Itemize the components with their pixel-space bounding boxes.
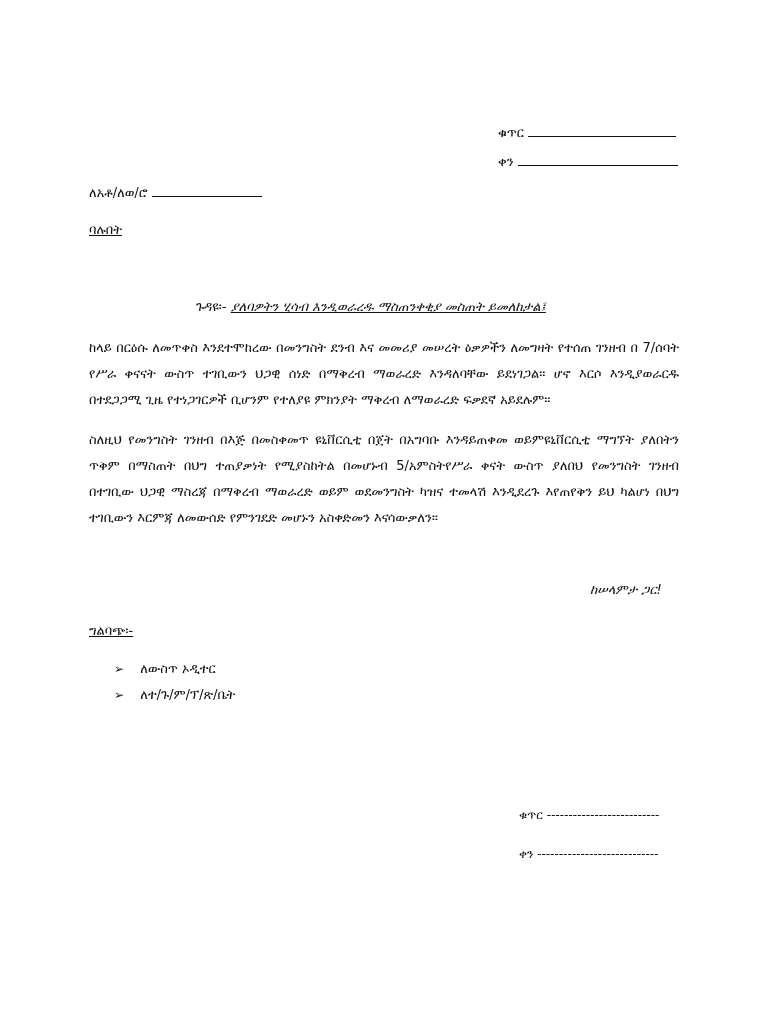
- cc-item-label: ለውስጥ ኦዲተር: [140, 662, 216, 677]
- cc-item: [114, 662, 216, 677]
- subject-text: ያለባዎትን ሂሳብ እንዲወራረዱ ማስጠንቀቂያ መስጠት ይመለከታል፤: [230, 300, 546, 315]
- header-date: [498, 153, 678, 170]
- footer-date: [519, 847, 658, 862]
- footer-ref: [519, 808, 659, 823]
- footer-ref-dashes: --------------------------: [546, 808, 660, 822]
- recipient-blank-line: [152, 184, 262, 197]
- recipient-to-label: ለአቶ/ለወ/ሮ: [89, 186, 148, 201]
- arrow-bullet-icon: ➢: [114, 688, 125, 702]
- footer-ref-label: ቁጥር: [519, 808, 543, 822]
- body-paragraph-1: ከላይ በርዕሱ ለመጥቀስ እንደተሞከረው በመንግስት ደንብ እና መመሪያ መሠረት ዕቃዎችን ለመግዛት የተሰጠ ገንዘብ በ 7/ሰባት የሥራ ቀናናት ውስጥ ተገቢውን ህጋዊ ሰነድ በማቅረብ ማወራረድ እንዳለባቸው ይደነገጋል። ሆኖ እርሶ እንዲያወራርዱ በተደጋጋሚ ጊዜ የተነጋገርዎች ቢሆንም የተለያዩ ምክንያት ማቅረብ ለማወራረድ ፍቃደኛ አይደሉም።: [89, 341, 679, 408]
- recipient-role: ባሉበት: [89, 223, 122, 238]
- cc-label: ግልባጭ፡-: [89, 624, 134, 639]
- body-paragraph-2: ስለዚህ የመንግስት ገንዘብ በእጅ በመስቀመጥ ዩኒቨርሲቲ በጀት በአግባቡ እንዳይጠቀመ ወይምዩኒቨርሲቲ ማግኘት ያለበትን ጥቅም በማስጠት በህግ ተጠያቃነት የሚያስከትል በመሆኑብ 5/አምስትየሥራ ቀናት ውስጥ ያለበህ የመንግስት ገንዘብ በተገቢው ህጋዊ ማስረጃ በማቅረብ ማወራረድ ወይም ወደመንግስት ካዝና ተመላሽ እንዲደረጉ እየጠየቅን ይህ ካልሆነ በህግ ተገቢውን እርምጃ ለመውሰድ የምንገደድ መሆኑን አስቀድመን እናሳውቃለን።: [89, 433, 679, 526]
- subject-label: ጉዳዩ፡-: [196, 300, 227, 315]
- date-blank-line: [518, 153, 678, 166]
- recipient-line: [89, 184, 262, 201]
- subject-line: [196, 300, 546, 315]
- footer-date-dashes: ----------------------------: [537, 847, 659, 861]
- arrow-bullet-icon: ➢: [114, 662, 125, 676]
- ref-label: ቁጥር: [498, 126, 524, 141]
- footer-date-label: ቀን: [519, 847, 534, 861]
- date-label: ቀን: [498, 155, 514, 170]
- header-ref: [498, 124, 676, 141]
- ref-blank-line: [528, 124, 676, 137]
- closing: ከሠላምታ ጋር!: [590, 583, 662, 598]
- cc-item: [114, 688, 235, 703]
- cc-item-label: ለተ/ጉ/ም/ፕ/ጽ/ቤት: [140, 688, 236, 703]
